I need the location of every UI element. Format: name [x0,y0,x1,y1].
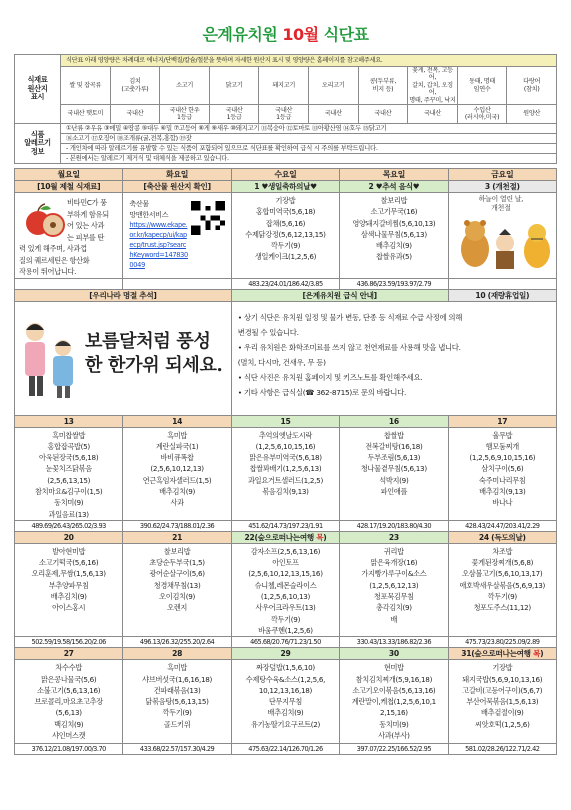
origin-value: 국내산 한우 1등급 [160,105,210,124]
dangun-illustration [453,209,557,271]
menu-item: 소고기무국(16) [370,207,418,217]
nutrition-value: 502.59/19.58/156.20/2.06 [15,637,123,648]
date-header: 17 [448,415,556,427]
menu-day [123,660,231,744]
menu-item: 아인토프 [272,558,299,568]
day-header-fri: 금요일 [448,169,556,181]
menu-item: 동치미(9) [379,719,409,729]
school-name: 은계유치원 [202,25,278,44]
menu-day [231,427,339,520]
menu-item: 차수수밥 [55,663,82,673]
origin-check-cell [123,193,231,279]
menu-calendar [14,168,557,755]
origin-value: 국내산 [358,105,408,124]
nutrition-tue-w1 [123,278,231,289]
menu-item: 유기농딸기요구르트(2) [250,719,321,729]
menu-item: 찹쌀유과(5) [375,252,412,262]
menu-day-2 [340,193,448,279]
menu-item: (2,5,6,10,12,13) [150,464,204,474]
menu-item: 깍두기(9) [270,614,301,624]
menu-item: 고갈비(고등어구이)(5,6,7) [462,685,543,695]
date-3: 3 (개천절) [448,181,556,193]
seasonal-food-text: 비타민C가 풍 [67,198,107,207]
origin-item: 꽃게, 전복, 고등어, 갈치, 갑치, 오징어, 명태, 주꾸미, 낙지 [409,67,456,104]
date-header: 14 [123,415,231,427]
nutrition-value: 581.02/28.26/122.71/2.42 [448,744,556,755]
origin-check-header: [축산물 원산지 확인] [123,181,231,193]
page-title [0,22,571,45]
date-header: 24 (독도의날) [448,531,556,543]
menu-item: 맑은유부미역국(5,6,18) [249,453,322,463]
menu-day [340,660,448,744]
nutrition-value: 451.62/14.73/197.23/1.91 [231,520,339,531]
menu-item: 골드키위 [163,719,191,729]
menu-item: 건파래볶음(13) [153,685,201,695]
origin-item: 동태, 명태 임연수 [457,67,507,105]
menu-item: 연근흑임자샐러드(1,5) [142,475,212,485]
menu-item: 바비큐폭찹 [160,453,194,463]
menu-item: 가지빵가루구이&소스 [361,569,427,579]
menu-item: 아욱된장국(5,6,18) [39,453,99,463]
seasonal-food-header: [10월 제철 식재료] [15,181,123,193]
nutrition-value: 465.68/20.76/71.23/1.50 [231,637,339,648]
menu-item: 계란실파국(1) [155,441,199,451]
menu-item: 10,12,13,16,18) [258,685,313,695]
origin-item: 김치 (고춧가루) [110,67,160,105]
menu-day [123,427,231,520]
menu-item: 샤인머스캣 [52,731,86,741]
apple-illustration [23,201,67,241]
menu-item: (2,5,6,13,15) [47,475,91,485]
menu-item: 눈꽃치즈닭볶음 [45,464,92,474]
nutrition-3 [448,278,556,289]
origin-check-label: 축산물 [129,200,149,208]
guide-line: (멸치, 다시마, 건새우, 무 등) [237,357,326,367]
guide-line: • 기타 사항은 급식실(☎ 362-8715)로 문의 바랍니다. [237,387,407,397]
origin-item: 다랑어 (참치) [507,67,557,105]
holiday-illustration-cell [448,193,556,279]
menu-item: 귀리밥 [383,546,404,556]
title-month: 10월 [282,25,319,44]
nutrition-1: 483.23/24.01/186.42/3.85 [231,278,339,289]
menu-item: 참치마요&김구이(1,5) [35,486,103,496]
menu-item: 슈니첼,레몬슬라이스 [254,580,317,590]
menu-item: 맑은육개장(16) [370,558,418,568]
menu-item: 잡채(5,6,16) [265,218,306,228]
menu-item: 오렌지 [167,603,188,613]
holiday-text: 하늘이 열린 날, 개천절 [478,195,524,212]
menu-day [15,543,123,636]
menu-item: 단무지무침 [268,697,303,707]
menu-item: 기장밥 [492,663,513,673]
menu-item: 배추김치(9) [267,708,304,718]
nutrition-2: 436.86/23.59/193.97/2.79 [340,278,448,289]
origin-value: 국내산 1등급 [259,105,309,124]
menu-item: 삼색나물무침(5,6,13) [360,229,427,239]
menu-item: 광어순살구이(5,6) [149,569,205,579]
menu-item: 현미밥 [383,663,404,673]
menu-item: 홍합잡곡밥(5) [47,441,90,451]
menu-day [340,543,448,636]
menu-item: 소고기떡국(5,6,16) [39,558,99,568]
menu-item: 배추김치(9) [50,592,87,602]
menu-item: 총각김치(9) [375,603,412,613]
menu-item: 배추김치(9) [159,486,196,496]
menu-item: 계란말이,케첩(1,2,5,6,10,1 [351,697,436,707]
nutrition-value: 475.73/23.80/225.09/2.89 [448,637,556,648]
seasonal-food-text: 는 피부를 탄 [67,232,105,242]
guide-line: • 상기 식단은 유치원 일정 및 물가 변동, 단종 등 식재료 수급 사정에 의해 [237,312,463,322]
menu-item: 감자소프(2,5,6,13,16) [250,546,321,556]
menu-item: (1,2,5,6,10,13) [260,592,311,602]
menu-item: 부추양파무침 [48,580,89,590]
menu-item: 찹쌀밥 [383,430,404,440]
origin-item: 닭고기 [209,67,259,105]
menu-day [15,660,123,744]
origin-value: 국내산 햇토미 [61,105,111,124]
menu-item: 참치김치찌개(5,9,16,18) [355,674,433,684]
seasonal-food-text: 부하게 함유되 [67,209,109,219]
origin-value: 국내산 1등급 [209,105,259,124]
guide-line: 변경될 수 있습니다. [237,327,299,337]
origin-item: 돼지고기 [259,67,309,105]
menu-item: 깍두기(9) [270,241,301,251]
menu-item: 바움쿠헨(1,2,5,6) [258,625,313,635]
date-header: 21 [123,531,231,543]
menu-item: 청포묵김무침 [373,592,414,602]
menu-item: 파인애플 [380,486,408,496]
menu-day [15,427,123,520]
seasonal-food-text: 질의 퀘르세틴은 항산화 [19,255,90,265]
menu-item: 꽃게된장찌개(5,6,8) [471,558,534,568]
menu-item: 백김치(9) [54,719,84,729]
chuseok-header: [우리나라 명절 추석] [15,289,232,301]
nutrition-value: 433.68/22.57/157.30/4.29 [123,744,231,755]
nutrition-value: 397.07/22.25/166.52/2.95 [340,744,448,755]
menu-item: 초당순두부국(1,5) [149,558,205,568]
menu-item: 청나물곁무침(5,6,13) [360,464,427,474]
nutrition-value: 330.43/13.33/186.82/2.36 [340,637,448,648]
seasonal-apple-cell [15,193,123,279]
seasonal-food-text: 력 있게 해주며, 사과껍 [19,244,87,253]
menu-item: 맑은콩나물국(5,6) [40,674,97,684]
menu-item: 소고기오이볶음(5,6,13,16) [352,685,436,695]
date-header: 20 [15,531,123,543]
allergy-note-2: - 본원에서는 알레르기 제거식 및 대체식을 제공하고 있습니다. [61,154,557,164]
info-table [14,54,557,164]
menu-item: 차조밥 [492,546,513,556]
menu-day [448,427,556,520]
forest-trip-day: 목 [316,532,324,542]
menu-item: 애호박새우살볶음(5,6,9,13) [459,580,546,590]
menu-item: 사과 [170,498,184,508]
menu-item: 오삼불고기(5,6,10,13,17) [462,569,543,579]
menu-item: 닭볶음탕(5,6,13,15) [145,697,209,707]
origin-value: 국내산 [110,105,160,124]
origin-item: 쌀 및 잡곡류 [61,67,111,105]
menu-item: 과일음료(13) [48,509,89,519]
menu-item: 홍합미역국(5,6,18) [255,207,316,217]
chuseok-greeting-cell [15,301,232,415]
date-header: 16 [340,415,448,427]
origin-value: 원양산 [507,105,557,124]
menu-item: 수제탕수육&소스(1,2,5,6, [245,674,326,684]
chuseok-greeting: 보름달처럼 풍성한 한가위 되세요. [85,330,223,376]
menu-item: 석박지(9) [379,475,409,485]
nutrition-mon-w1 [15,278,123,289]
menu-item: 삼치구이(5,6) [481,464,524,474]
day-header-mon: 월요일 [15,169,123,181]
menu-item: 짜장덮밥(1,5,6,10) [256,663,315,673]
nutrition-value: 428.17/19.20/183.80/4.30 [340,520,448,531]
menu-item: 아이스홍시 [52,603,86,613]
guide-notice [231,301,556,415]
menu-item: 샤브버섯국(1,6,16,18) [142,674,212,684]
menu-item: 전복갈비탕(16,18) [365,441,423,451]
allergy-list-1: ①난류 ②우유 ③메밀 ④땅콩 ⑤대두 ⑥밀 ⑦고등어 ⑧게 ⑨새우 ⑩돼지고기 ⑪복숭아 ⑫토마토 ⑬아황산염 ⑭호두 ⑮닭고기 [61,124,557,134]
menu-item: 추억의엣날도시락 [258,430,313,440]
nutrition-value: 428.43/24.47/203.41/2.29 [448,520,556,531]
origin-item: 콩(두부류, 비지 등) [358,67,408,105]
day-header-wed: 수요일 [231,169,339,181]
menu-item: 수제닭강정(5,6,12,13,15) [245,229,326,239]
menu-item: 찰보리밥 [163,546,191,556]
menu-item: (1,2,5,6,9,10,15,16) [469,453,536,463]
date-header: 28 [123,648,231,660]
menu-day [448,660,556,744]
guide-line: • 우리 유치원은 화학조미료를 쓰지 않고 천연재료를 사용해 맛을 냅니다. [237,342,461,352]
origin-item: 오리고기 [308,67,358,105]
allergy-note-1: - 개인차에 따라 알레르기를 유발할 수 있는 식품이 포함되어 있으므로 식단표를 확인하여 급식 시 주의를 부탁드립니다. [61,144,557,154]
date-header: 30 [340,648,448,660]
seasonal-food-text: 어 있는 사과 [67,221,105,230]
menu-item: 오이김치(9) [159,592,196,602]
nutrition-notice: 식단표 아래 영양량은 차례대로 에너지/단백질/칼슘/철분을 뜻하며 자세한 원산지 표시 및 영양량은 홈페이지를 참고해주세요. [61,55,557,67]
origin-check-link[interactable]: https://www.ekape.or.kr/kapecp/ui/kapecp/trust.jsp?searchKeyword=1478300049 [129,221,188,269]
menu-item: 볶음김치(9,13) [262,486,309,496]
date-10: 10 (재량휴업일) [448,289,556,301]
menu-item: 영양돼지갈비찜(5,6,10,13) [352,218,436,228]
menu-item: 2,15,16) [379,708,408,718]
menu-item: 씨앗호떡(1,2,5,6) [474,719,530,729]
menu-day [231,660,339,744]
menu-item: 두부조림(5,6,13) [367,453,421,463]
menu-item: 사우어크라우트(13) [255,603,316,613]
nutrition-value: 390.62/24.73/188.01/2.36 [123,520,231,531]
date-header: 15 [231,415,339,427]
menu-item: 햄모둠찌개 [485,441,519,451]
menu-item: 동치미(9) [54,498,84,508]
menu-item: 청포도주스(11,12) [473,603,531,613]
date-2: 2 ♥추석 음식♥ [340,181,448,193]
date-1: 1 ♥생일축하의날♥ [231,181,339,193]
date-header: 22(숲으로떠나는여행 목) [231,531,339,543]
menu-item: (5,6,13) [55,708,82,718]
menu-item: (2,5,6,10,12,13,15,16) [248,569,323,579]
menu-day [231,543,339,636]
qr-code-icon[interactable] [191,201,225,235]
guide-header: [은계유치원 급식 안내] [231,289,448,301]
origin-value: 국내산 [408,105,458,124]
date-header: 27 [15,648,123,660]
menu-day [448,543,556,636]
menu-item: (1,2,5,6,10,15,16) [255,441,316,451]
menu-item: 돼지국밥(5,6,9,10,13,16) [462,674,543,684]
menu-item: 배추김치(9,13) [479,486,526,496]
menu-day [340,427,448,520]
menu-item: 생일케이크(1,2,5,6) [254,252,317,262]
menu-item: 과일요거트샐러드(1,2,5) [248,475,323,485]
day-header-tue: 화요일 [123,169,231,181]
origin-check-service: 망맨한서비스 [129,210,169,219]
guide-line: • 식단 사진은 유치원 홈페이지 및 키즈노트를 확인해주세요. [237,372,423,382]
menu-item: 청경채무침(13) [153,580,201,590]
nutrition-value: 496.13/26.32/255.20/2.64 [123,637,231,648]
menu-item: 브로콜리,마요초고추장 [34,697,103,707]
menu-item: 오리훈제,무쌈(1,5,6,13) [31,569,106,579]
menu-day [123,543,231,636]
date-header: 29 [231,648,339,660]
nutrition-value: 489.69/26.43/265.02/3.93 [15,520,123,531]
family-illustration [19,314,81,404]
origin-label: 식재료 원산지 표시 [15,55,61,124]
nutrition-value: 475.63/22.14/126.70/1.26 [231,744,339,755]
menu-item: 깍두기(9) [487,592,517,602]
menu-item: 발아현미밥 [52,546,86,556]
menu-day-1 [231,193,339,279]
menu-item: (1,2,5,6,12,13) [369,580,419,590]
nutrition-value: 376.12/21.08/197.00/3.70 [15,744,123,755]
title-label: 식단표 [323,25,369,44]
allergy-list-2: ⑯소고기 ⑰오징어 ⑱조개류(굴,전복,홍합) ⑲잣 [61,134,557,144]
menu-item: 숙주미나리무침 [479,475,526,485]
menu-item: 찰보리밥 [380,196,408,205]
date-header: 13 [15,415,123,427]
menu-item: 율무밥 [492,430,513,440]
menu-item: 바나나 [492,498,513,508]
menu-item: 사과(부사) [378,731,410,741]
menu-item: 흑미밥 [167,663,188,673]
menu-item: 배추겉절이(9) [481,708,524,718]
date-header: 31(숲으로떠나는여행 복) [448,648,556,660]
origin-value: 수입산 (러시아,미국) [457,105,507,124]
origin-item: 소고기 [160,67,210,105]
menu-item: 소불고기(5,6,13,16) [37,685,101,695]
origin-value: 국내산 [308,105,358,124]
menu-item: 찹쌀꽈배기(1,2,5,6,13) [249,464,322,474]
menu-item: 기장밥 [275,196,296,205]
forest-trip-day: 복 [533,649,541,659]
menu-item: 부산어묵볶음(1,5,6,13) [466,697,539,707]
date-header: 23 [340,531,448,543]
menu-item: 배추김치(9) [375,241,412,251]
menu-item: 깍두기(9) [162,708,192,718]
menu-item: 배 [390,614,398,624]
menu-item: 흑미찹쌀밥 [52,430,86,440]
day-header-thu: 목요일 [340,169,448,181]
menu-item: 흑미밥 [167,430,188,440]
seasonal-food-text: 작용이 뛰어납니다. [19,267,77,276]
allergy-label: 식품 알레르기 정보 [15,124,61,164]
